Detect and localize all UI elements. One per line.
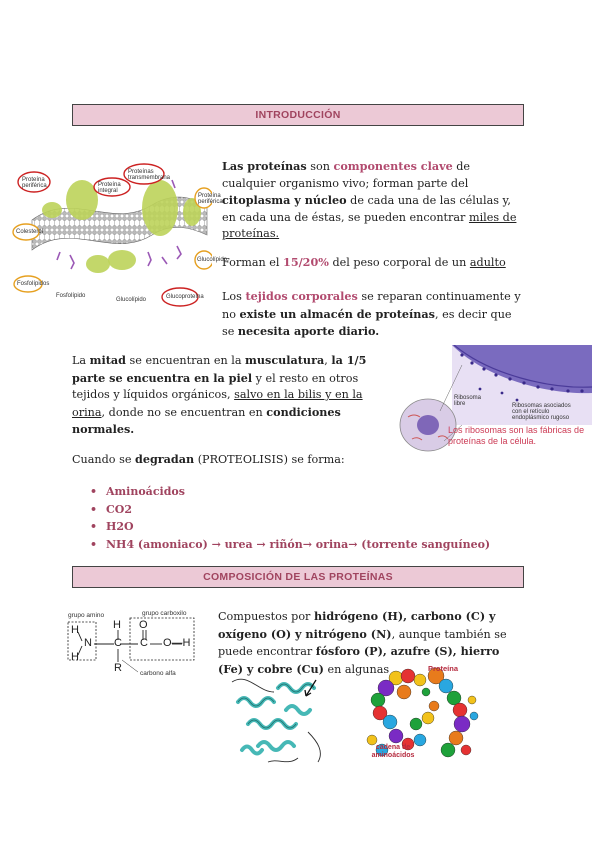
composition-paragraph: Compuestos por hidrógeno (H), carbono (C) y oxígeno (O) y nitrógeno (N), aunque también se puede encontrar fósforo (P), azufre (S), hierro (Fe) y cobre (Cu) en algunas (218, 609, 507, 676)
membrane-label: Glucolípido (116, 297, 147, 303)
atom: H (113, 619, 121, 631)
atom: N (84, 637, 92, 649)
section-title: COMPOSICIÓN DE LAS PROTEÍNAS (203, 571, 393, 583)
membrane-label: Fosfolípidos (17, 281, 50, 287)
atom: O (139, 619, 148, 631)
section-header-intro (72, 104, 524, 126)
cell-membrane-illustration (12, 160, 228, 310)
atom: C (140, 637, 148, 649)
list-item: • Aminoácidos (86, 483, 516, 501)
membrane-label: Proteínas transmembrana (128, 169, 171, 181)
protein-ribbon-structure (228, 662, 334, 770)
membrane-label: Glucoproteína (166, 294, 204, 300)
section-title: INTRODUCCIÓN (255, 109, 341, 121)
membrane-label: Colesterol (16, 229, 44, 235)
membrane-label: Proteína periférica (198, 193, 223, 205)
atom: O—H (163, 637, 191, 649)
amino-acid-structure (64, 608, 214, 688)
list-item: • H2O (86, 518, 516, 536)
membrane-label: Fosfolípido (56, 293, 86, 299)
membrane-label: Proteína integral (98, 182, 121, 194)
intro-paragraph-1: Las proteínas son componentes clave de cualquier organismo vivo; forman parte del citoplasma y núcleo de cada una de las células y, en cada una de éstas, se pueden encontrar miles de proteínas. (222, 159, 517, 240)
intro-paragraph-3: Los tejidos corporales se reparan continuamente y no existe un almacén de proteínas, es decir que se necesita aporte diario. (222, 289, 521, 338)
chain-label: Proteína (428, 664, 459, 673)
list-item: • CO2 (86, 501, 516, 519)
list-item: • NH4 (amoniaco) → urea → riñón→ orina→ (torrente sanguíneo) (86, 536, 516, 554)
intro-paragraph-2: Forman el 15/20% del peso corporal de un adulto (222, 255, 506, 269)
intro-paragraph-5: Cuando se degradan (PROTEOLISIS) se forma: (72, 452, 345, 466)
atom: H (71, 624, 79, 636)
chain-label: cadena de aminoácidos (371, 744, 415, 759)
amino-label: grupo amino (68, 612, 105, 619)
degradation-products-list (86, 483, 516, 553)
atom: R (114, 662, 122, 674)
atom: C (114, 637, 122, 649)
amino-label: grupo carboxilo (142, 610, 187, 617)
amino-label: carbono alfa (140, 670, 176, 677)
membrane-label: Glucolípido (197, 257, 228, 263)
intro-paragraph-4: La mitad se encuentran en la musculatura, la 1/5 parte se encuentra en la piel y el resto en otros tejidos y líquidos orgánicos, salvo en la bilis y en la orina, donde no se encuentran en condiciones normales. (72, 353, 367, 436)
atom: H (71, 651, 79, 663)
ribosome-label: Ribosomas asociados con el retículo endoplásmico rugoso (512, 403, 571, 421)
membrane-label: Proteína periférica (22, 177, 47, 189)
amino-acid-chain-illustration (362, 662, 492, 770)
ribosome-label: Ribosoma libre (454, 395, 482, 407)
section-header-composition (72, 566, 524, 588)
ribosome-caption: Los ribosomas son las fábricas de proteínas de la célula. (448, 425, 585, 446)
ribosome-illustration (392, 345, 592, 457)
